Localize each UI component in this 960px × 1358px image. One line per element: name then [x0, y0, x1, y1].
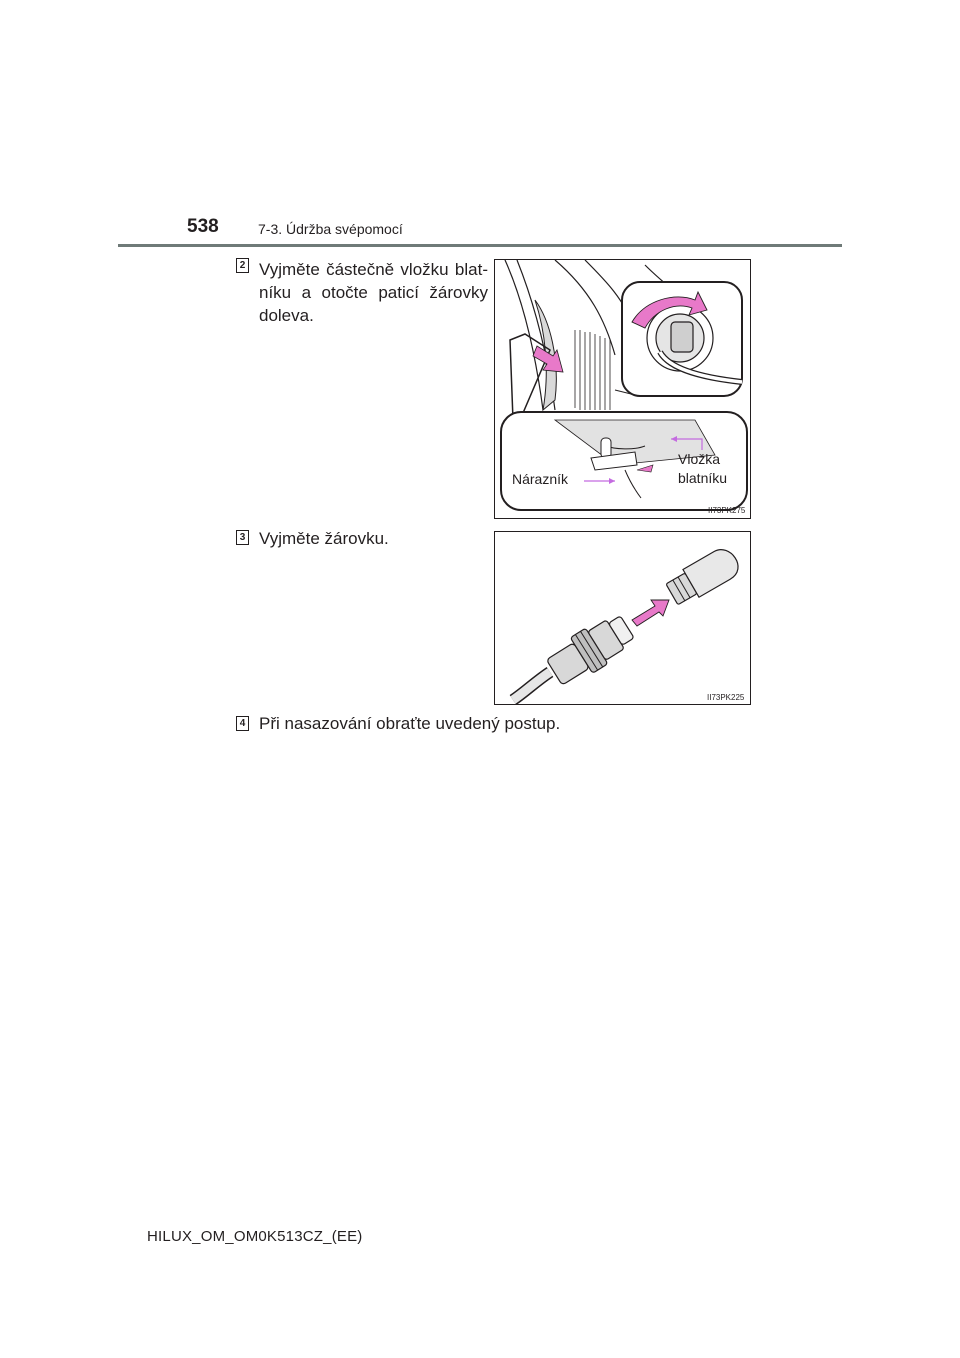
bulb-removal-illustration [495, 532, 750, 704]
section-title: 7-3. Údržba svépomocí [258, 221, 403, 237]
label-fender-liner-1: Vložka [678, 451, 721, 467]
step-4-text: Při nasazování obraťte uvedený postup. [259, 714, 561, 733]
label-fender-liner-2: blatníku [678, 470, 728, 486]
page-number: 538 [187, 216, 219, 237]
step-2-line-1: Vyjměte částečně vložku blat- [259, 260, 488, 279]
figure-bulb-removal [494, 531, 751, 705]
label-bumper: Nárazník [512, 471, 569, 487]
step-number-2: 2 [236, 258, 249, 273]
step-number-4: 4 [236, 716, 249, 731]
figure-bulb-socket-removal [494, 259, 751, 519]
step-2-line-2: níku a otočte paticí žárovky [259, 283, 488, 302]
document-id: HILUX_OM_OM0K513CZ_(EE) [147, 1228, 363, 1245]
header-rule [118, 244, 842, 247]
step-3-text: Vyjměte žárovku. [259, 529, 389, 548]
figure-code-1: II73PK275 [708, 506, 746, 515]
step-2-text [259, 258, 488, 327]
step-number-3: 3 [236, 530, 249, 545]
figure-code-2: II73PK225 [707, 693, 745, 702]
step-2-line-3: doleva. [259, 306, 314, 325]
